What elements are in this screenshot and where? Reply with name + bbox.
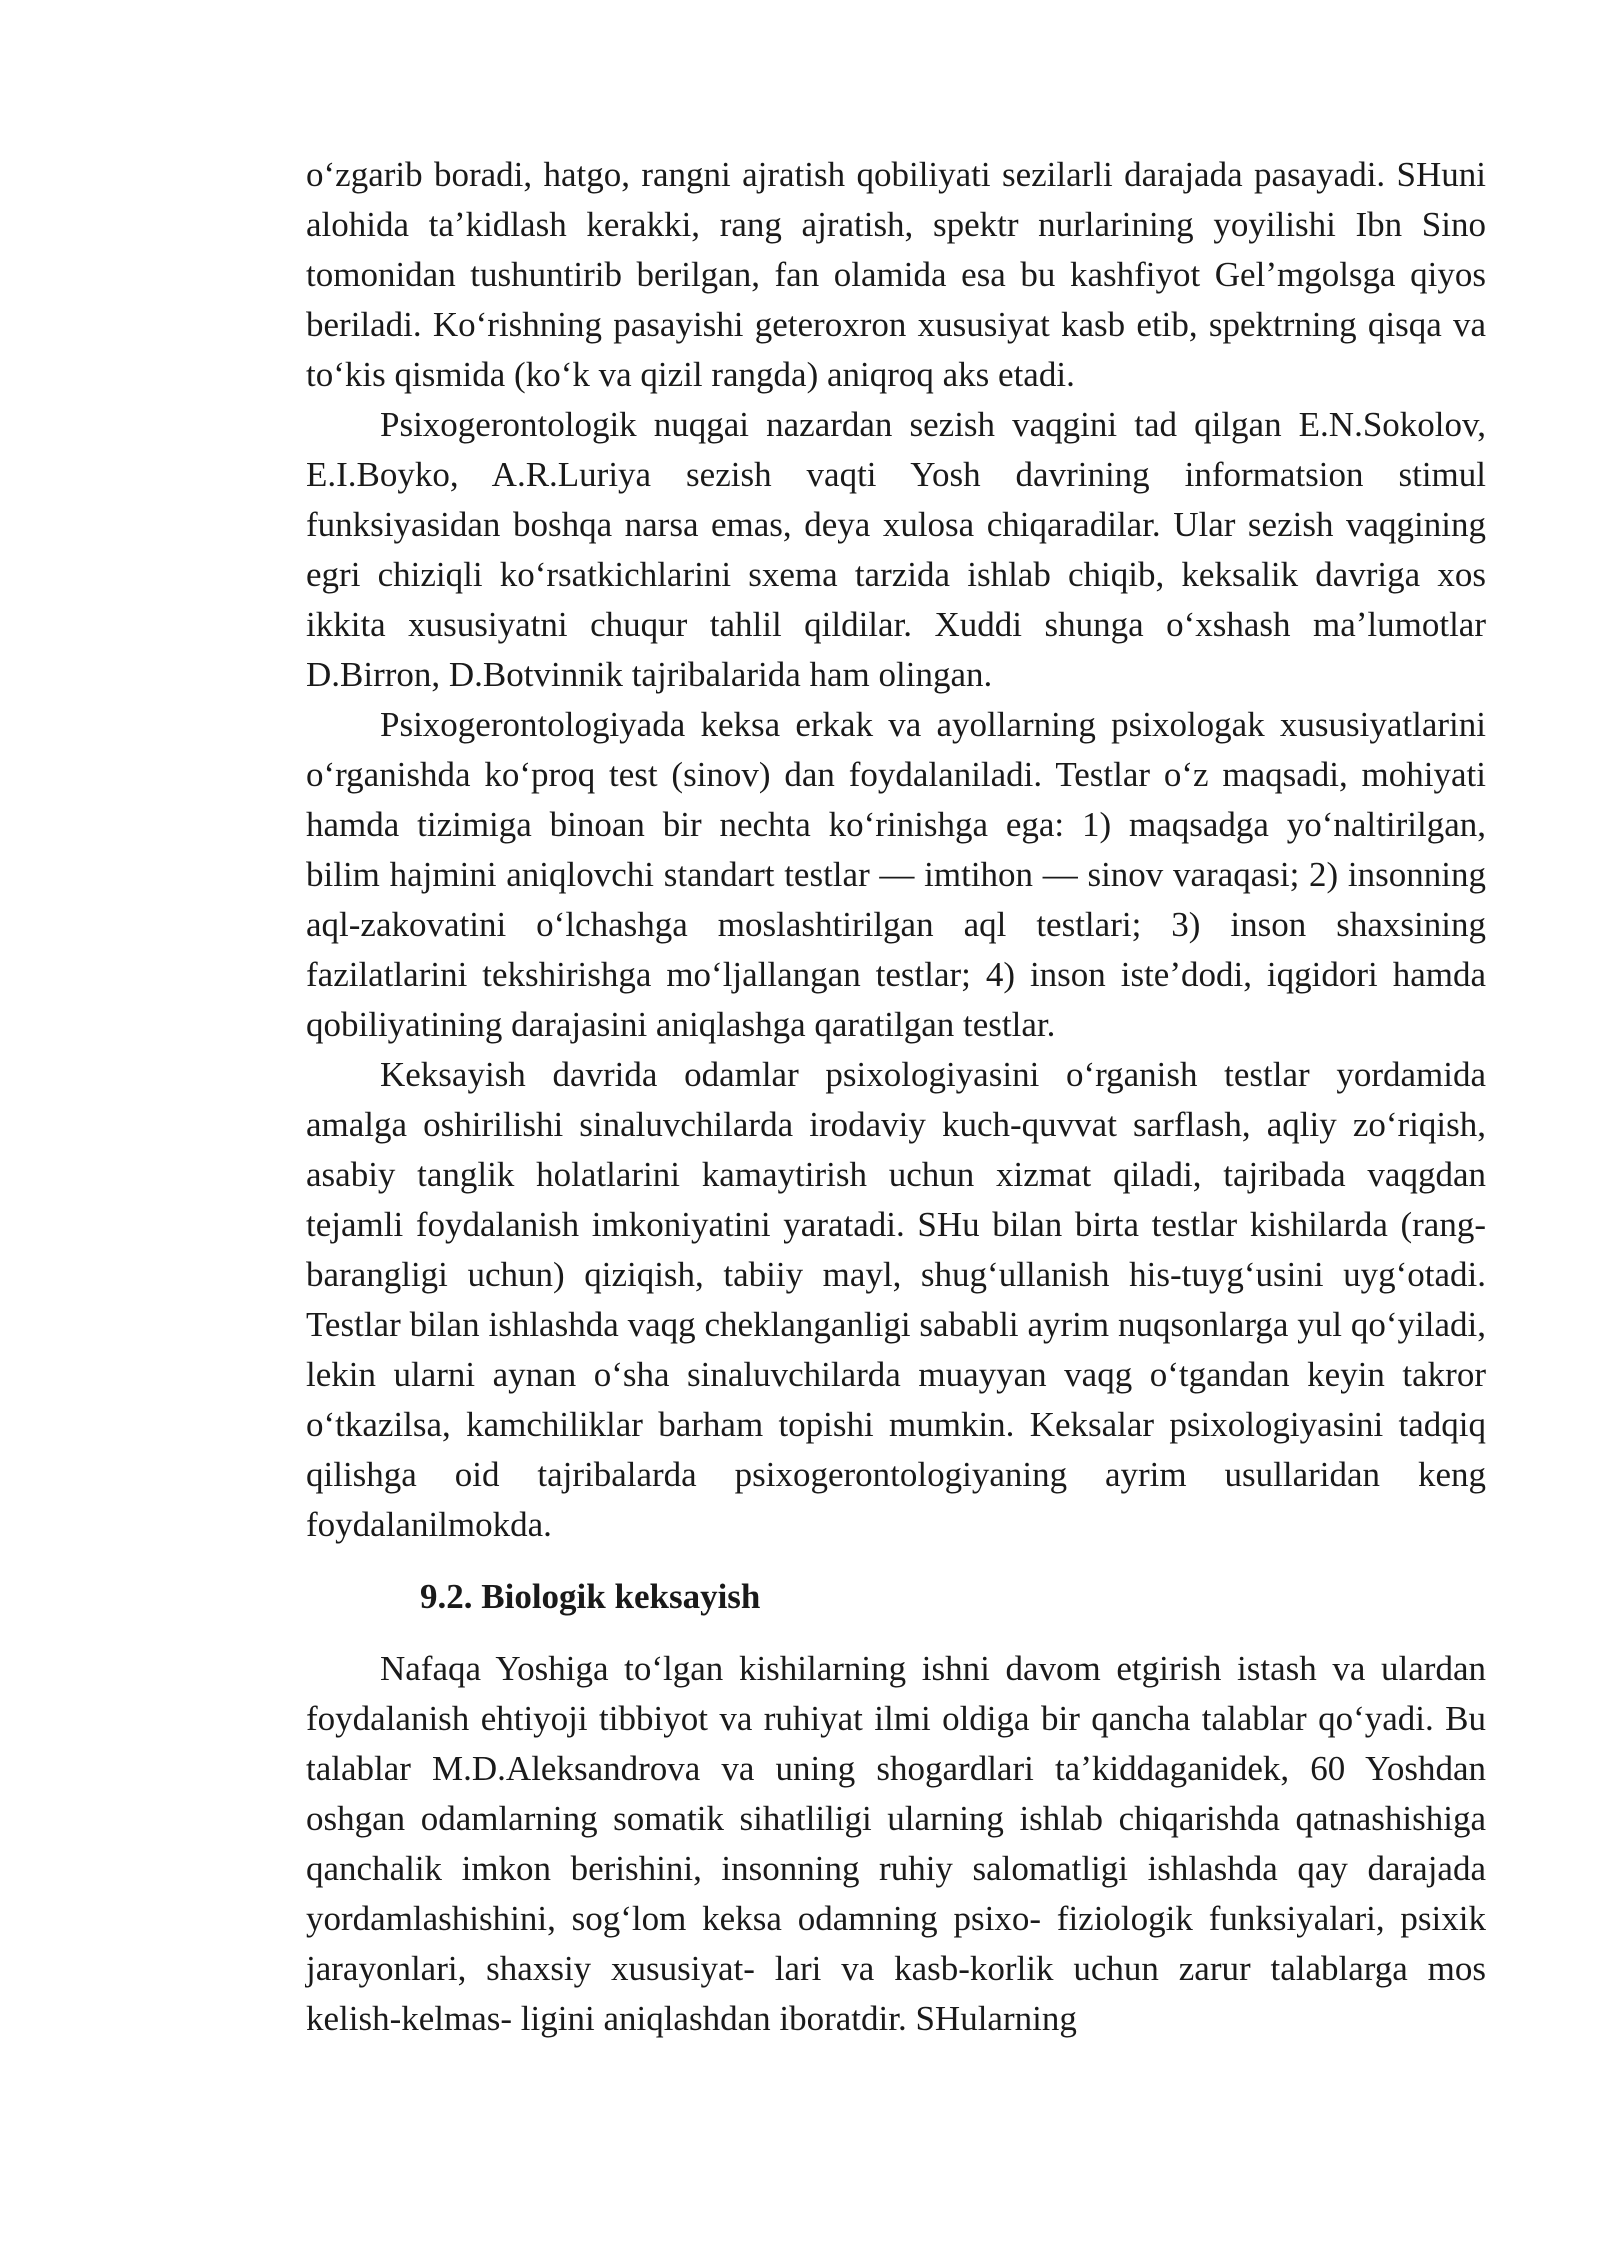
paragraph-1: oʻzgarib boradi, hatgo, rangni ajratish qobiliyati sezilarli darajada pasayadi. SHuni alohida taʼkidlash kerakki, rang ajratish, spektr nurlarining yoyilishi Ibn Sino tomonidan tushuntirib berilgan, fan olamida esa bu kashfiyot Gelʼmgolsga qiyos beriladi. Koʻrishning pasayishi geteroxron xususiyat kasb etib, spektrning qisqa va toʻkis qismida (koʻk va qizil rangda) aniqroq aks etadi. (306, 155, 1486, 394)
section-heading: 9.2. Biologik keksayish (420, 1577, 761, 1616)
paragraph-4: Keksayish davrida odamlar psixologiyasini oʻrganish testlar yordamida amalga oshirilishi sinaluvchilarda irodaviy kuch-quvvat sarflash, aqliy zoʻriqish, asabiy tanglik holatlarini kamaytirish uchun xizmat qiladi, tajribada vaqgdan tejamli foydalanish imkoniyatini yaratadi. SHu bilan birta testlar kishilarda (rang-barangligi uchun) qiziqish, tabiiy mayl, shugʻullanish his-tuygʻusini uygʻotadi. Testlar bilan ishlashda vaqg cheklanganligi sababli ayrim nuqsonlarga yul qoʻyiladi, lekin ularni aynan oʻsha sinaluvchilarda muayyan vaqg oʻtgandan keyin takror oʻtkazilsa, kamchiliklar barham topishi mumkin. Keksalar psixologiyasini tadqiq qilishga oid tajribalarda psixogerontologiyaning ayrim usullaridan keng foydalanilmokda. (306, 1055, 1486, 1544)
paragraph-2: Psixogerontologik nuqgai nazardan sezish vaqgini tad qilgan E.N.Sokolov, E.I.Boyko, A.R.Luriya sezish vaqti Yosh davrining informatsion stimul funksiyasidan boshqa narsa emas, deya xulosa chiqaradilar. Ular sezish vaqgining egri chiziqli koʻrsatkichlarini sxema tarzida ishlab chiqib, keksalik davriga xos ikkita xususiyatni chuqur tahlil qildilar. Xuddi shunga oʻxshash maʼlumotlar D.Birron, D.Botvinnik tajribalarida ham olingan. (306, 405, 1486, 694)
paragraph-5: Nafaqa Yoshiga toʻlgan kishilarning ishni davom etgirish istash va ulardan foydalanish ehtiyoji tibbiyot va ruhiyat ilmi oldiga bir qancha talablar qoʻyadi. Bu talablar M.D.Aleksandrova va uning shogardlari taʼkiddaganidek, 60 Yoshdan oshgan odamlarning somatik sihatliligi ularning ishlab chiqarishda qatnashishiga qanchalik imkon berishini, insonning ruhiy salomatligi ishlashda qay darajada yordamlashishini, sogʻlom keksa odamning psixo- fiziologik funksiyalari, psixik jarayonlari, shaxsiy xususiyat- lari va kasb-korlik uchun zarur talablarga mos kelish-kelmas- ligini aniqlashdan iboratdir. SHularning (306, 1649, 1486, 2038)
document-page (306, 150, 1486, 2044)
paragraph-3: Psixogerontologiyada keksa erkak va ayollarning psixologak xususiyatlarini oʻrganishda koʻproq test (sinov) dan foydalaniladi. Testlar oʻz maqsadi, mohiyati hamda tizimiga binoan bir nechta koʻrinishga ega: 1) maqsadga yoʻnaltirilgan, bilim hajmini aniqlovchi standart testlar — imtihon — sinov varaqasi; 2) insonning aql-zakovatini oʻlchashga moslashtirilgan aql testlari; 3) inson shaxsining fazilatlarini tekshirishga moʻljallangan testlar; 4) inson isteʼdodi, iqgidori hamda qobiliyatining darajasini aniqlashga qaratilgan testlar. (306, 705, 1486, 1044)
